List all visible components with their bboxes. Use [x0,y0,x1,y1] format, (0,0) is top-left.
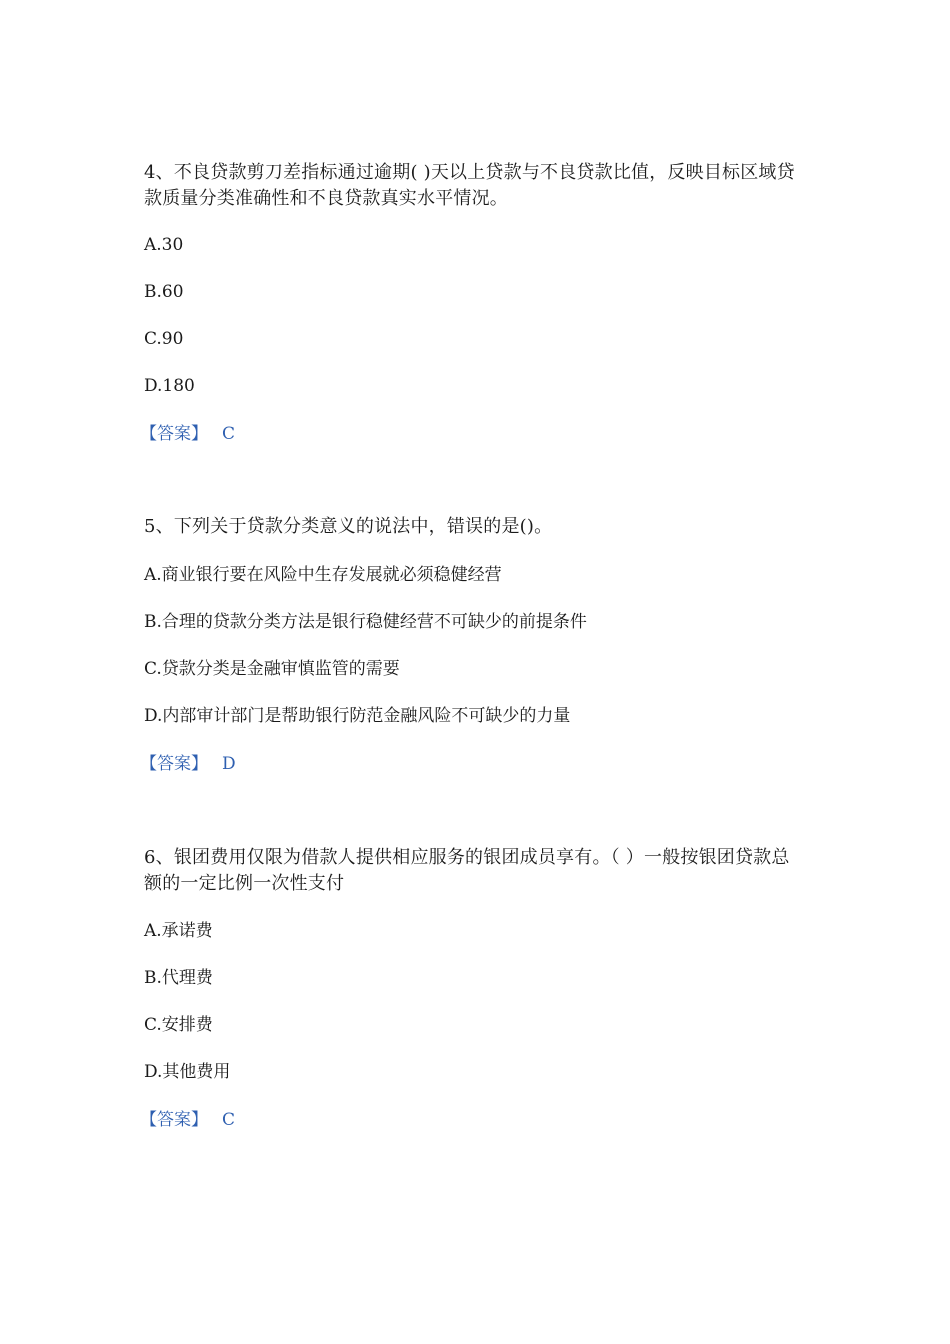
question-stem: 5、下列关于贷款分类意义的说法中，错误的是()。 [144,516,553,537]
answer-label: 【答案】 [140,1110,208,1130]
option-a: A.承诺费 [144,921,213,941]
option-b: B.代理费 [144,968,213,988]
answer-label: 【答案】 [140,424,208,444]
option-d: D.其他费用 [144,1062,231,1082]
option-c: C.安排费 [144,1015,213,1035]
option-d: D.180 [144,376,195,396]
question-stem: 6、银团费用仅限为借款人提供相应服务的银团成员享有。（ ）一般按银团贷款总额的一定比例一次性支付 [144,847,790,894]
answer-line [140,752,236,776]
option-b: B.60 [144,282,184,302]
option-d: D.内部审计部门是帮助银行防范金融风险不可缺少的力量 [144,706,571,726]
answer-value: D [222,754,236,774]
answer-label: 【答案】 [140,754,208,774]
option-c: C.贷款分类是金融审慎监管的需要 [144,659,400,679]
question-4 [140,160,804,444]
answer-value: C [222,424,236,444]
option-a: A.商业银行要在风险中生存发展就必须稳健经营 [144,565,502,585]
option-b: B.合理的贷款分类方法是银行稳健经营不可缺少的前提条件 [144,612,587,632]
answer-value: C [222,1110,236,1130]
answer-line [140,1108,236,1132]
question-6 [140,845,804,1130]
answer-line [140,422,236,446]
question-stem: 4、不良贷款剪刀差指标通过逾期( )天以上贷款与不良贷款比值，反映目标区域贷款质量分类准确性和不良贷款真实水平情况。 [144,162,795,209]
option-a: A.30 [144,235,184,255]
question-5 [140,514,804,774]
option-c: C.90 [144,329,184,349]
